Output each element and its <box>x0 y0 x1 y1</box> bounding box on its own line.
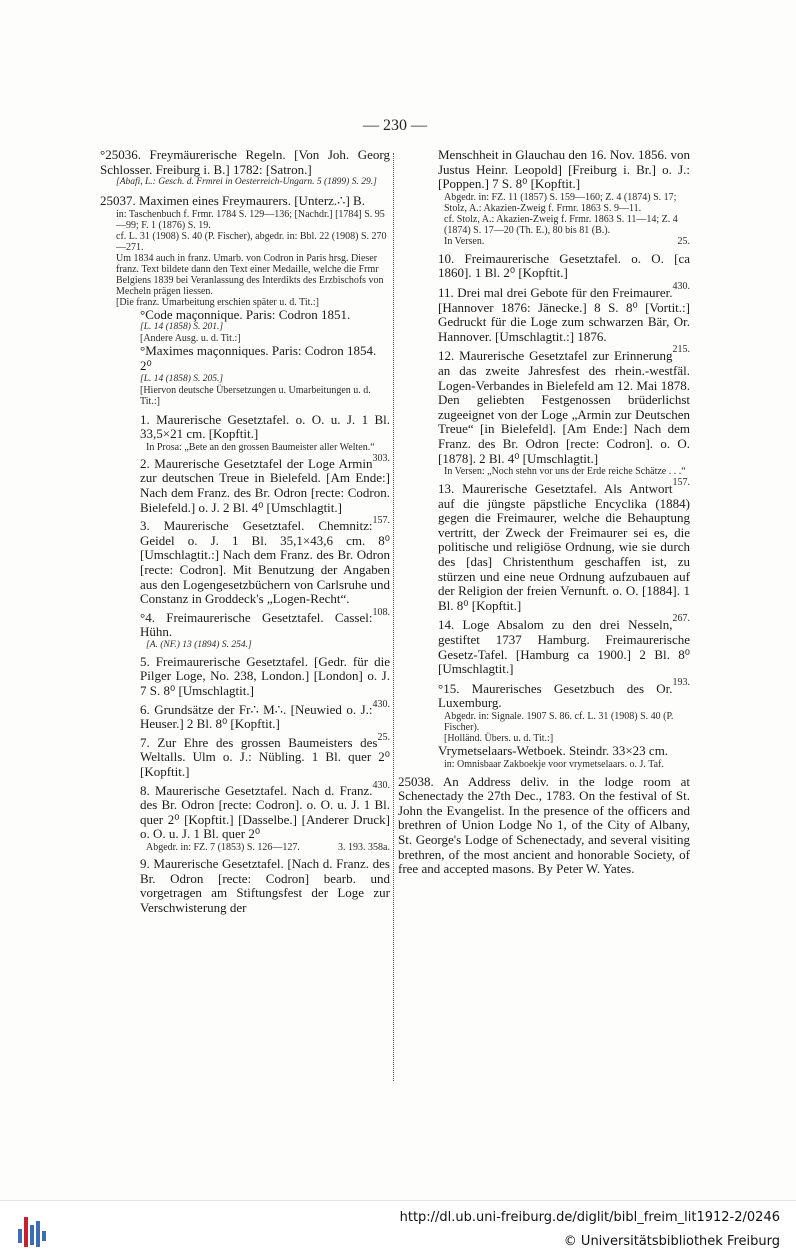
sub-entry-text: 12. Maurerische Gesetztafel zur Erinnerung an das zweite Jahresfest des rhein.-westfäl. Logen-Verbandes in Bielefeld am 12. Mai 1878. Den geliebten Festgenossen brüderlichst zugeeignet von der Loge „Armin zur Deutschen Treue“ [in Bielefeld]. [Am Ende:] Nach dem Franz. des Br. Odron [recte: Codron]. o. O. [1878]. 2 Bl. 4⁰ [Umschlagtit.] <box>438 348 690 466</box>
entry-25036 <box>100 148 390 188</box>
sub-entry <box>100 455 390 527</box>
sub-entry <box>100 611 390 651</box>
shelf-number: 3. 193. 358a. <box>338 842 390 853</box>
sub-entry-note <box>146 842 390 853</box>
sub-entry-text: °4. Freimaurerische Gesetztafel. Cassel: Hühn. <box>140 609 373 640</box>
permalink-url[interactable]: http://dl.ub.uni-freiburg.de/diglit/bibl_freim_lit1912-2/0246 <box>399 1210 780 1225</box>
shelf-number: 430. <box>372 698 390 710</box>
entry-note: Um 1834 auch in franz. Umarb. von Codron in Paris hrsg. Dieser franz. Text bildete dann den Text einer Medaille, welche die Frmr Belgiens 1839 bei Veranlassung des Interdikts des Erzbischofs von Mecheln prägen liessen. <box>116 252 384 297</box>
viewer-footer <box>0 1200 796 1259</box>
entry-note: [Andere Ausg. u. d. Tit.:] <box>140 333 241 345</box>
note-text: In Versen: „Noch stehn vor uns der Erde reiche Schätze . . .“ <box>444 466 686 478</box>
sub-entry <box>398 481 690 625</box>
sub-entry-note: Abgedr. in: Signale. 1907 S. 86. cf. L. 31 (1908) S. 40 (P. Fischer). <box>444 711 674 733</box>
entry-note: in: Taschenbuch f. Frmr. 1784 S. 129—136; [Nachdr.] [1784] S. 95—99; F. 1 (1876) S. 19. <box>116 208 385 231</box>
sub-entry-text: 7. Zur Ehre des grossen Baumeisters des Weltalls. Ulm o. J.: Nübling. 1 Bl. quer 2⁰ [Kopftit.] <box>140 734 390 780</box>
entry-note: [L. 14 (1858) S. 205.] <box>140 373 224 384</box>
page-number: — 230 — <box>363 117 427 134</box>
sub-entry-note: Abgedr. in: FZ. 11 (1857) S. 159—160; Z. 4 (1874) S. 17; Stolz, A.: Akazien-Zweig f. Frmr. 1863 S. 9—11. <box>444 191 677 214</box>
entry-heading: 25037. Maximen eines Freymaurers. [Unterz.∴] B. <box>100 193 365 209</box>
sub-entry-text: 9. Maurerische Gesetztafel. [Nach d. Franz. des Br. Odron [recte: Codron] bearb. und vorgetragen am Stiftungsfest der Loge zur Verschwisterung der <box>140 856 390 915</box>
sub-title: °Code maçonnique. Paris: Codron 1851. <box>140 306 351 322</box>
sub-entry-text: 13. Maurerische Gesetztafel. Als Antwort auf die jüngste päpstliche Encyclika (1884) gegen die Freimaurer, welche die Behauptung vertritt, der Zweck der Freimaurer sei es, die politische und religiöse Ordnung, wie sie durch des [das] Christenthum geschaffen ist, zu stürzen und eine neue Ordnung aufzubauen auf der Religion der freien Vernunft. o. O. [1884]. 1 Bl. 8⁰ [Kopftit.] <box>438 481 690 613</box>
shelf-number: 193. <box>672 676 690 688</box>
sub-entry <box>100 701 390 743</box>
sub-entry-note: cf. Stolz, A.: Akazien-Zweig f. Frmr. 1863 S. 11—14; Z. 4 (1874) S. 17—20 (Th. E.), 80 bis 81 (B.). <box>444 213 678 236</box>
sub-entry-text: 10. Freimaurerische Gesetztafel. o. O. [ca 1860]. 1 Bl. 2⁰ [Kopftit.] <box>438 250 690 281</box>
sub-entry <box>100 411 390 464</box>
sub-entry-note: [A. (NF.) 13 (1894) S. 254.] <box>146 639 252 650</box>
entry-note: [Die franz. Umarbeitung erschien später u. d. Tit.:] <box>116 296 320 308</box>
entry-note: [Hiervon deutsche Übersetzungen u. Umarbeitungen u. d. Tit.:] <box>140 384 371 407</box>
sub-entry <box>398 617 690 688</box>
right-column <box>398 148 690 877</box>
sub-entry-note <box>444 236 690 247</box>
sub-title: °Maximes maçonniques. Paris: Codron 1854. 2⁰ <box>140 343 377 373</box>
note-text: In Versen. <box>444 235 485 247</box>
sub-entry-note: in: Omnisbaar Zakboekje voor vrymetselaars. o. J. Taf. <box>444 758 664 770</box>
sub-entry-note: [Holländ. Übers. u. d. Tit.:] <box>444 733 554 744</box>
sub-entry-text: Menschheit in Glauchau den 16. Nov. 1856. von Justus Heinr. Leopold] [Freiburg i. Br.] o. J.: [Poppen.] 7 S. 8⁰ [Kopftit.] <box>438 147 690 192</box>
shelf-number: 157. <box>372 515 390 527</box>
shelf-number: 430. <box>372 779 390 791</box>
copyright-text: © Universitätsbibliothek Freiburg <box>563 1234 780 1249</box>
sub-entry <box>100 734 390 791</box>
shelf-number: 25. <box>377 731 390 743</box>
sub-entry-text: 11. Drei mal drei Gebote für den Freimaurer. [Hannover 1876: Jänecke.] 8 S. 8⁰ [Vortit.:] Gedruckt für die Loge zum schwarzen Bär, Or. Hannover. [Umschlagtit.:] 1876. <box>438 284 690 344</box>
left-column <box>100 148 390 919</box>
note-text: Abgedr. in: FZ. 7 (1853) S. 126—127. <box>146 842 300 853</box>
sub-entry <box>398 348 690 489</box>
shelf-number: 25. <box>677 235 690 247</box>
sub-entry <box>100 518 390 618</box>
entry-note: [L. 14 (1858) S. 201.] <box>140 322 224 333</box>
sub-entry-note <box>444 466 690 489</box>
entry-note: cf. L. 31 (1908) S. 40 (P. Fischer), abgedr. in: Bbl. 22 (1908) S. 270—271. <box>116 230 387 253</box>
sub-entry <box>100 784 390 853</box>
sub-entry <box>398 682 690 770</box>
sub-entry-note <box>146 441 390 464</box>
sub-entry-text: 5. Freimaurerische Gesetztafel. [Gedr. für die Pilger Loge, No. 238, London.] [London] o. J. 7 S. 8⁰ [Umschlagtit.] <box>140 653 390 699</box>
ub-freiburg-logo-icon <box>14 1211 50 1251</box>
sub-entry <box>398 250 690 292</box>
shelf-number: 430. <box>672 280 690 292</box>
note-text: In Prosa: „Bete an den grossen Baumeister aller Welten.“ <box>146 441 375 453</box>
sub-entry-text: 14. Loge Absalom zu den drei Nesseln, gestiftet 1737 Hamburg. Freimaurerische Gesetz-Tafel. [Hamburg ca 1900.] 2 Bl. 8⁰ [Umschlagtit.] <box>438 617 690 677</box>
sub-entry-text: °15. Maurerisches Gesetzbuch des Or. Luxemburg. <box>438 680 673 711</box>
entry-25038: 25038. An Address deliv. in the lodge room at Schenectady the 27th Dec., 1783. On the festival of St. John the Evangelist. In the presence of the officers and brethren of Union Lodge No 1, of the City of Albany, St. George's Lodge of Schenectady, and several visiting brethren, of the most ancient and honorable Society, of free and accepted masons. By Peter W. Yates. <box>398 773 690 877</box>
sub-entry-text: 1. Maurerische Gesetztafel. o. O. u. J. 1 Bl. 33,5×21 cm. [Kopftit.] <box>140 411 390 442</box>
sub-entry <box>398 284 690 356</box>
sub-entry-text: 2. Maurerische Gesetztafel der Loge Armin zur deutschen Treue in Bielefeld. [Am Ende:] Nach dem Franz. des Br. Odron [recte: Codron. Bielefeld.] o. J. 2 Bl. 4⁰ [Umschlagtit.] <box>140 455 390 515</box>
shelf-number: 157. <box>672 477 690 489</box>
shelf-number: 267. <box>672 613 690 625</box>
entry-heading: °25036. Freymäurerische Regeln. [Von Joh. Georg Schlosser. Freiburg i. B.] 1782: [Satron.] <box>100 147 390 177</box>
sub-entry-text: 8. Maurerische Gesetztafel. Nach d. Franz. des Br. Odron [recte: Codron]. o. O. u. J. 1 Bl. quer 2⁰ [Kopftit.] [Dasselbe.] [Anderer Druck] o. O. u. J. 1 Bl. quer 2⁰ <box>140 782 390 842</box>
entry-note: [Abafi, L.: Gesch. d. Frmrei in Oesterreich-Ungarn. 5 (1899) S. 29.] <box>116 177 377 188</box>
sub-title: Vrymetselaars-Wetboek. Steindr. 33×23 cm. <box>438 743 669 758</box>
column-divider <box>393 153 394 1081</box>
shelf-number: 215. <box>672 344 690 356</box>
shelf-number: 108. <box>372 606 390 618</box>
sub-entry <box>100 857 390 915</box>
continued-entry <box>398 148 690 247</box>
shelf-number: 303. <box>372 452 390 464</box>
sub-entry-text: 6. Grundsätze der Fr∴ M∴. [Neuwied o. J.: Heuser.] 2 Bl. 8⁰ [Kopftit.] <box>140 701 373 732</box>
entry-25037 <box>100 194 390 406</box>
sub-entry <box>100 653 390 710</box>
sub-entry-text: 3. Maurerische Gesetztafel. Chemnitz: Geidel o. J. 1 Bl. 35,1×43,6 cm. 8⁰ [Umschlagtit.:] Nach dem Franz. des Br. Odron [recte: Codron]. Mit Benutzung der Angaben aus den Logengesetzbüchern von Carlsruhe und Constanz in Groddeck's „Logen-Recht“. <box>140 518 390 607</box>
